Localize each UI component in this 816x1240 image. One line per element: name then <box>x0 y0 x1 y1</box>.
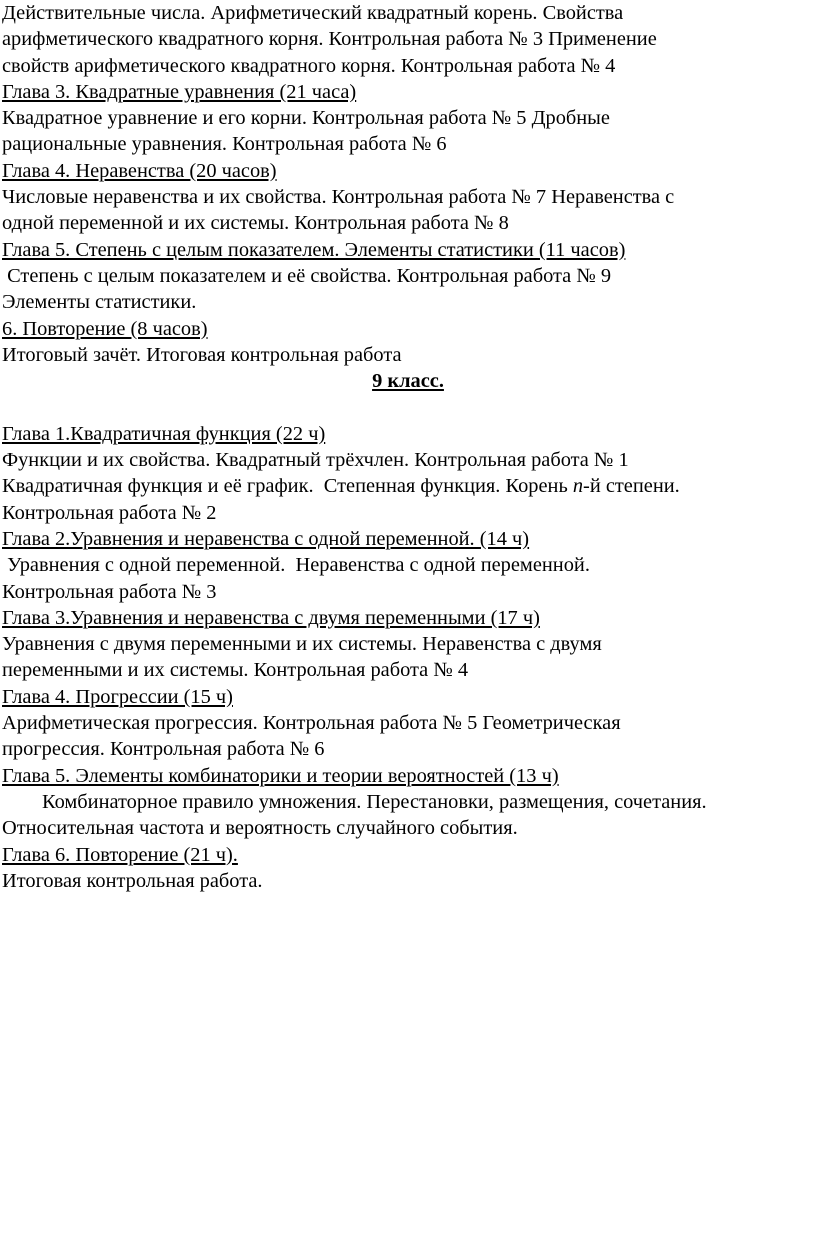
grade9-chapter-3 <box>2 605 814 684</box>
text-line: Числовые неравенства и их свойства. Контрольная работа № 7 Неравенства с <box>2 186 675 209</box>
grade8-chapter-3 <box>2 79 814 158</box>
chapter-heading: Глава 4. Неравенства (20 часов) <box>2 159 277 182</box>
text-line: Функции и их свойства. Квадратный трёхчлен. Контрольная работа № 1 <box>2 449 629 472</box>
grade8-chapter-4 <box>2 158 814 237</box>
chapter-heading: Глава 1.Квадратичная функция (22 ч) <box>2 422 326 445</box>
chapter-heading: Глава 6. Повторение (21 ч). <box>2 843 238 866</box>
text-line: Арифметическая прогрессия. Контрольная работа № 5 Геометрическая <box>2 712 621 735</box>
text-line: прогрессия. Контрольная работа № 6 <box>2 738 325 761</box>
grade8-intro <box>2 0 814 79</box>
text-line: арифметического квадратного корня. Контрольная работа № 3 Применение <box>2 28 657 51</box>
text-line: Действительные числа. Арифметический квадратный корень. Свойства <box>2 2 624 24</box>
text-line: рациональные уравнения. Контрольная работа № 6 <box>2 133 447 156</box>
chapter-heading: Глава 4. Прогрессии (15 ч) <box>2 685 233 708</box>
text-line: переменными и их системы. Контрольная работа № 4 <box>2 659 469 682</box>
grade9-chapter-5 <box>2 763 814 842</box>
text-line: одной переменной и их системы. Контрольная работа № 8 <box>2 212 509 235</box>
grade9-title-row <box>2 368 814 394</box>
text-segment: Квадратичная функция и её график. Степенная функция. Корень <box>2 475 573 498</box>
grade9-chapter-4 <box>2 684 814 763</box>
chapter-heading: Глава 5. Элементы комбинаторики и теории вероятностей (13 ч) <box>2 764 559 787</box>
text-line: Относительная частота и вероятность случайного события. <box>2 817 518 840</box>
text-line: Итоговая контрольная работа. <box>2 869 263 892</box>
grade9-chapter-1 <box>2 421 814 526</box>
text-line <box>2 473 814 499</box>
text-line: Уравнения с двумя переменными и их системы. Неравенства с двумя <box>2 633 602 656</box>
chapter-heading: 6. Повторение (8 часов) <box>2 317 208 340</box>
text-line: Квадратное уравнение и его корни. Контрольная работа № 5 Дробные <box>2 107 610 130</box>
text-segment: -й степени. <box>583 475 680 498</box>
grade8-chapter-6 <box>2 316 814 369</box>
text-line: Итоговый зачёт. Итоговая контрольная работа <box>2 343 402 366</box>
section-title: 9 класс. <box>372 370 444 393</box>
italic-variable: n <box>572 475 584 498</box>
text-line: Степень с целым показателем и её свойства. Контрольная работа № 9 <box>2 264 612 287</box>
chapter-heading: Глава 3. Квадратные уравнения (21 часа) <box>2 80 357 103</box>
text-line: Контрольная работа № 3 <box>2 580 217 603</box>
chapter-heading: Глава 3.Уравнения и неравенства с двумя переменными (17 ч) <box>2 606 540 629</box>
blank-line <box>2 394 814 420</box>
chapter-heading: Глава 5. Степень с целым показателем. Элементы статистики (11 часов) <box>2 238 626 261</box>
grade8-chapter-5 <box>2 237 814 316</box>
text-line: Уравнения с одной переменной. Неравенства с одной переменной. <box>2 554 590 577</box>
grade9-chapter-2 <box>2 526 814 605</box>
text-line: Контрольная работа № 2 <box>2 501 217 524</box>
grade9-chapter-6 <box>2 842 814 895</box>
chapter-heading: Глава 2.Уравнения и неравенства с одной переменной. (14 ч) <box>2 527 530 550</box>
text-line: свойств арифметического квадратного корня. Контрольная работа № 4 <box>2 54 616 77</box>
text-line: Элементы статистики. <box>2 291 197 314</box>
text-line: Комбинаторное правило умножения. Перестановки, размещения, сочетания. <box>42 790 707 813</box>
